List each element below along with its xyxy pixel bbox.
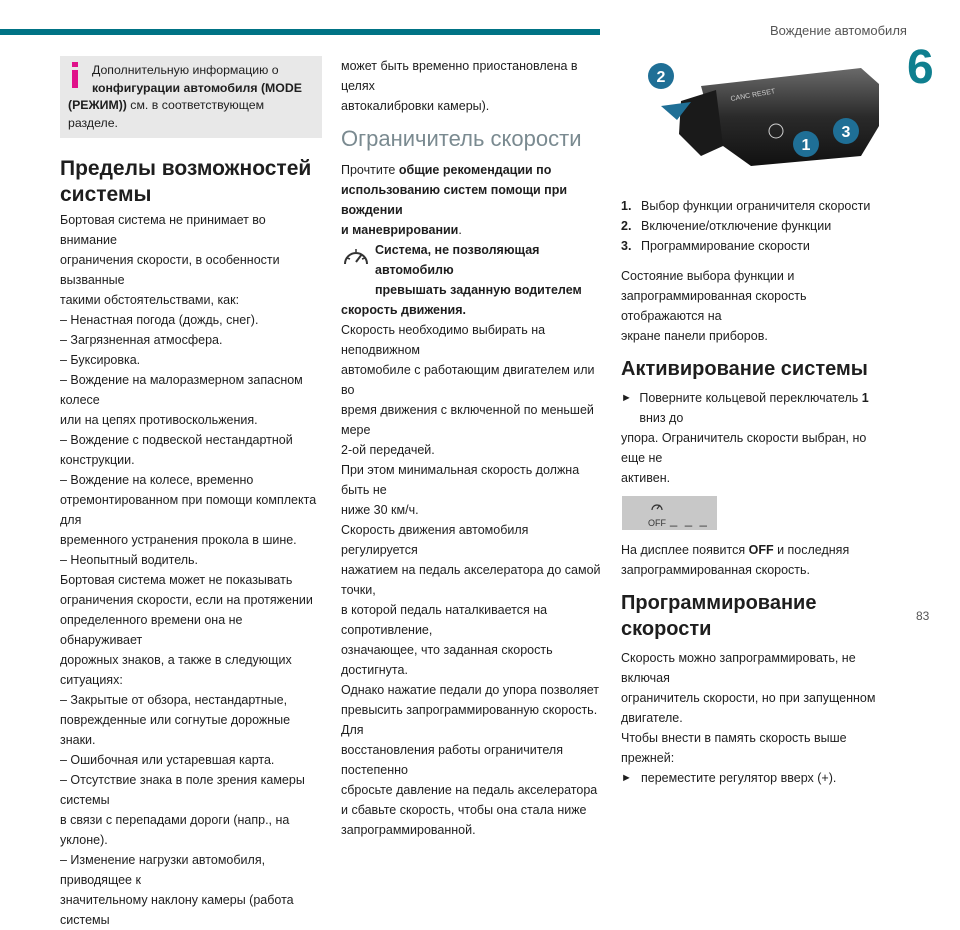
text-line: сбросьте давление на педаль акселератора [341,783,598,797]
text-line: превысить запрограммированную скорость. Для [341,703,598,737]
text-line: – Ненастная погода (дождь, снег). [60,313,259,327]
text-line: – Вождение с подвеской нестандартной [60,433,293,447]
text-line: – Отсутствие знака в поле зрения камеры системы [60,773,305,807]
callout-3-label: 3 [841,124,851,141]
activation-text-1: Поверните кольцевой переключатель [639,391,862,405]
info-line-2: конфигурации автомобиля (MODE [92,80,302,95]
text-line: или на цепях противоскольжения. [60,413,258,427]
info-line-1: Дополнительную информацию о [92,63,279,77]
section-title-limits [60,156,322,208]
info-box [60,56,322,138]
warn-line-1: Система, не позволяющая автомобилю [375,243,540,277]
read-line-3 [341,220,603,240]
chapter-title: Вождение автомобиля [770,23,907,38]
list-number: 3. [621,239,632,253]
text-line: – Ошибочная или устаревшая карта. [60,753,275,767]
text-line: Чтобы внести в память скорость выше прежней: [621,731,847,765]
programming-bullet-text: переместите регулятор вверх (+). [641,771,837,785]
text-line: может быть временно приостановлена в целях [341,59,578,93]
text-line: двигателе. [621,711,683,725]
text-line: в связи с перепадами дороги (напр., на уклоне). [60,813,290,847]
list-number: 2. [621,219,632,233]
info-mode-label: (РЕЖИМ)) [68,98,127,112]
list-item [621,216,883,236]
text-line: автомобиле с работающим двигателем или во [341,363,595,397]
section-title-limits-line-1: Пределы возможностей [60,157,312,180]
read-bold-3: и маневрировании [341,223,459,237]
text-line: отремонтированном при помощи комплекта для [60,493,317,527]
display-text-1: На дисплее появится [621,543,749,557]
text-line: и сбавьте скорость, чтобы она стала ниже [341,803,587,817]
activation-line-1 [639,388,883,428]
text-line: – Неопытный водитель. [60,553,199,567]
info-line-3 [68,97,314,132]
text-line: определенного времени она не обнаруживает [60,613,243,647]
section-title-speed-limiter: Ограничитель скорости [341,126,582,151]
text-line: – Закрытые от обзора, нестандартные, [60,693,288,707]
read-end: . [458,223,462,237]
speed-limiter-icon [341,244,371,270]
warn-line-2: превышать заданную водителем [375,283,582,297]
instrument-display [622,496,717,530]
list-item [621,196,883,216]
text-line: Скорость необходимо выбирать на неподвижном [341,323,546,357]
activation-text-2: вниз до [639,411,684,425]
section-title-limits-line-2: системы [60,183,152,206]
text-line: – Буксировка. [60,353,141,367]
text-line: Скорость можно запрограммировать, не включая [621,651,856,685]
arrow-bullet-icon: ► [621,772,632,784]
text-line: – Загрязненная атмосфера. [60,333,223,347]
activation-bold: 1 [861,391,869,405]
text-line: в которой педаль наталкивается на сопротивление, [341,603,548,637]
callout-1-label: 1 [801,137,811,154]
header-accent-bar [0,29,600,35]
text-line: При этом минимальная скорость должна быть не [341,463,580,497]
list-text: Включение/отключение функции [641,219,832,233]
info-icon [65,60,85,92]
text-line: активен. [621,471,671,485]
text-line: Бортовая система может не показывать [60,573,293,587]
text-line: – Изменение нагрузки автомобиля, приводящее к [60,853,266,887]
display-speed-dashes: _ _ _ [670,512,709,527]
text-line: ограничения скорости, если на протяжении [60,593,313,607]
text-line: восстановления работы ограничителя постепенно [341,743,563,777]
display-off-label: OFF [648,518,666,528]
text-line: Состояние выбора функции и [621,269,795,283]
text-line: Бортовая система не принимает во внимание [60,213,266,247]
steering-switch-illustration [621,56,883,176]
column-middle [341,56,603,840]
warn-line-3: скорость движения. [341,303,466,317]
text-line: такими обстоятельствами, как: [60,293,240,307]
display-text-2: и последняя [773,543,850,557]
section-title-programming: Программирование скорости [621,592,817,640]
chapter-number: 6 [907,41,934,94]
text-line: – Вождение на малоразмерном запасном колесе [60,373,303,407]
text-line: значительному наклону камеры (работа системы [60,893,294,927]
text-line: упора. Ограничитель скорости выбран, но еще не [621,431,867,465]
read-prefix: Прочтите [341,163,399,177]
text-line: дорожных знаков, а также в следующих ситуациях: [60,653,292,687]
state-text [621,266,883,346]
text-line: автокалибровки камеры). [341,99,490,113]
speed-limiter-icon [650,500,664,512]
text-line: нажатием на педаль акселератора до самой точки, [341,563,601,597]
callout-2-label: 2 [656,69,666,86]
read-recommendations [341,160,603,180]
text-line: запрограммированной. [341,823,476,837]
text-line: конструкции. [60,453,135,467]
text-line: 2-ой передачей. [341,443,435,457]
column-right [621,56,883,788]
text-line: запрограммированная скорость отображаются на [621,289,807,323]
text-line: ограничитель скорости, но при запущенном [621,691,876,705]
list-item [621,236,883,256]
text-line: означающее, что заданная скорость достигнута. [341,643,553,677]
text-line: Однако нажатие педали до упора позволяет [341,683,599,697]
text-line: ниже 30 км/ч. [341,503,419,517]
read-bold-2: использованию систем помощи при вождении [341,183,568,217]
display-line-1 [621,540,883,560]
column-left [60,56,322,930]
text-line: Скорость движения автомобиля регулируется [341,523,529,557]
arrow-bullet-icon: ► [621,392,632,404]
limits-text [60,210,322,930]
text-line: – Вождение на колесе, временно [60,473,254,487]
display-bold: OFF [748,543,774,557]
text-line: время движения с включенной по меньшей мере [341,403,594,437]
page-number: 83 [916,609,930,623]
display-line-2: запрограммированная скорость. [621,563,811,577]
info-line-3-rest: см. в соответствующем разделе. [68,98,265,130]
text-line: поврежденные или согнутые дорожные знаки. [60,713,291,747]
activation-step [621,388,883,428]
text-line: экране панели приборов. [621,329,768,343]
list-number: 1. [621,199,632,213]
list-text: Программирование скорости [641,239,810,253]
list-text: Выбор функции ограничителя скорости [641,199,871,213]
read-bold-1: общие рекомендации по [398,163,552,177]
text-line: временного устранения прокола в шине. [60,533,297,547]
switch-label: CANC RESET [730,88,776,103]
text-line: ограничения скорости, в особенности вызванные [60,253,280,287]
section-title-activation: Активирование системы [621,358,868,380]
speed-limiter-definition [341,240,603,300]
programming-step [621,768,883,788]
